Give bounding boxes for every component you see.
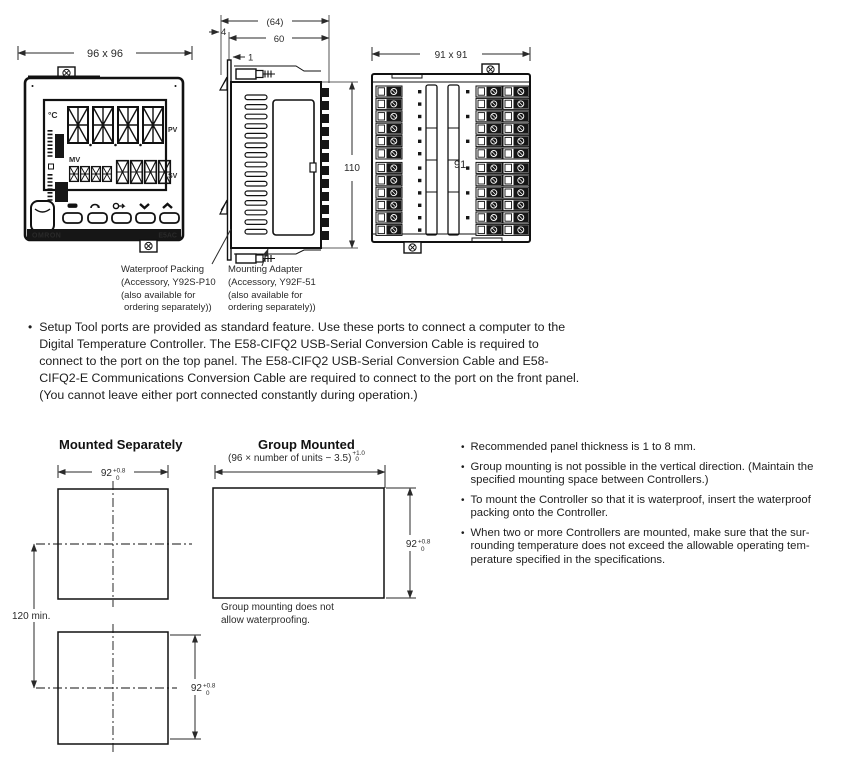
- svg-text:0: 0: [116, 475, 120, 482]
- svg-text:0: 0: [206, 690, 210, 697]
- spacing-label: 120 min.: [12, 611, 51, 622]
- rear-bottom-tab: [404, 242, 421, 253]
- svg-text:92: 92: [190, 683, 202, 694]
- pv-label: PV: [168, 127, 178, 134]
- separate-width-dimension: [58, 465, 168, 482]
- setup-tool-note: • Setup Tool ports are provided as standard feature. Use these ports to connect a computer to the Digital Temperature Controller. The E58-CIFQ2 USB-Serial Conversion Cable is required to connect to the port on the top panel. The E58-CIFQ2 USB-Serial Conversion Cable and E58- CIFQ2-E Communications Conversion Cable are required to connect to the port on the front panel. (You cannot leave either port connected constantly during operation.): [28, 320, 580, 402]
- level-key-icon: [68, 204, 77, 207]
- rear-view-drawing: [362, 38, 538, 258]
- group-width-formula: (96 × number of units − 3.5) +1.0 0: [228, 450, 365, 465]
- group-cutout-drawing: [205, 460, 435, 605]
- side-flange-dim: 4: [221, 27, 227, 38]
- group-height-dimension: [386, 488, 431, 598]
- unit-indicator: °C: [48, 110, 58, 120]
- waterproof-packing-callout: Waterproof Packing (Accessory, Y92S-P10 (also available for ordering separately)): [121, 264, 216, 314]
- usb-port-door: [31, 201, 54, 232]
- group-cutout-rect: [213, 488, 384, 598]
- model-label: E5AC: [158, 232, 177, 240]
- side-door: [273, 100, 316, 235]
- list-item: • To mount the Controller so that it is waterproof, insert the waterproof packing onto the Controller.: [461, 493, 811, 519]
- mv-label: MV: [69, 155, 81, 164]
- front-keys: [63, 213, 179, 223]
- sv-label: SV: [168, 173, 178, 180]
- side-gap-dim: 1: [248, 52, 254, 64]
- top-mounting-clamp: [234, 66, 321, 79]
- svg-text:+0.8: +0.8: [113, 467, 126, 475]
- brand-logo: OMRON: [32, 232, 62, 240]
- side-body-dim: 60: [273, 34, 285, 45]
- list-item: • Recommended panel thickness is 1 to 8 mm.: [461, 441, 696, 453]
- bullet: •: [28, 320, 33, 334]
- svg-text:0: 0: [421, 546, 425, 553]
- svg-text:92: 92: [100, 468, 112, 479]
- terminal-teeth: [321, 88, 329, 240]
- separate-spacing-dimension: [9, 544, 60, 688]
- rear-dim-label: 91 x 91: [434, 50, 468, 61]
- rear-width-dimension: [372, 47, 530, 61]
- rear-center-mark: 91: [454, 159, 467, 171]
- group-waterproof-note: Group mounting does not allow waterproofing.: [221, 602, 334, 626]
- list-item: • When two or more Controllers are mounted, make sure that the sur- rounding temperature does not exceed the allowable operating tem- perature specified in the specifications.: [461, 526, 810, 566]
- side-overall-dim: (64): [266, 17, 284, 28]
- svg-text:+0.8: +0.8: [418, 538, 431, 546]
- cutout-square-bottom: [36, 624, 192, 752]
- front-dim-label: 96 x 96: [86, 48, 124, 60]
- cutout-square-top: [36, 481, 192, 607]
- list-item: • Group mounting is not possible in the vertical direction. (Maintain the specified mounting space between Controllers.): [461, 460, 814, 486]
- front-view-drawing: [12, 36, 198, 260]
- front-width-dimension: [18, 46, 192, 60]
- packing-strip: [28, 76, 100, 79]
- group-width-dimension: [215, 465, 385, 488]
- vent-slots: [245, 95, 267, 234]
- mounted-separately-title: Mounted Separately: [59, 437, 183, 452]
- svg-text:+0.8: +0.8: [203, 682, 216, 690]
- separate-cutout-drawing: [8, 458, 223, 760]
- lcd-display: [44, 100, 178, 202]
- group-mounted-title: Group Mounted: [258, 437, 355, 452]
- mounting-adapter-callout: Mounting Adapter (Accessory, Y92F-51 (also available for ordering separately)): [228, 264, 316, 314]
- separate-height-dimension: [170, 635, 216, 739]
- side-height-dim: 110: [344, 163, 360, 174]
- svg-text:92: 92: [405, 539, 417, 550]
- mounting-notes-list: [461, 441, 853, 573]
